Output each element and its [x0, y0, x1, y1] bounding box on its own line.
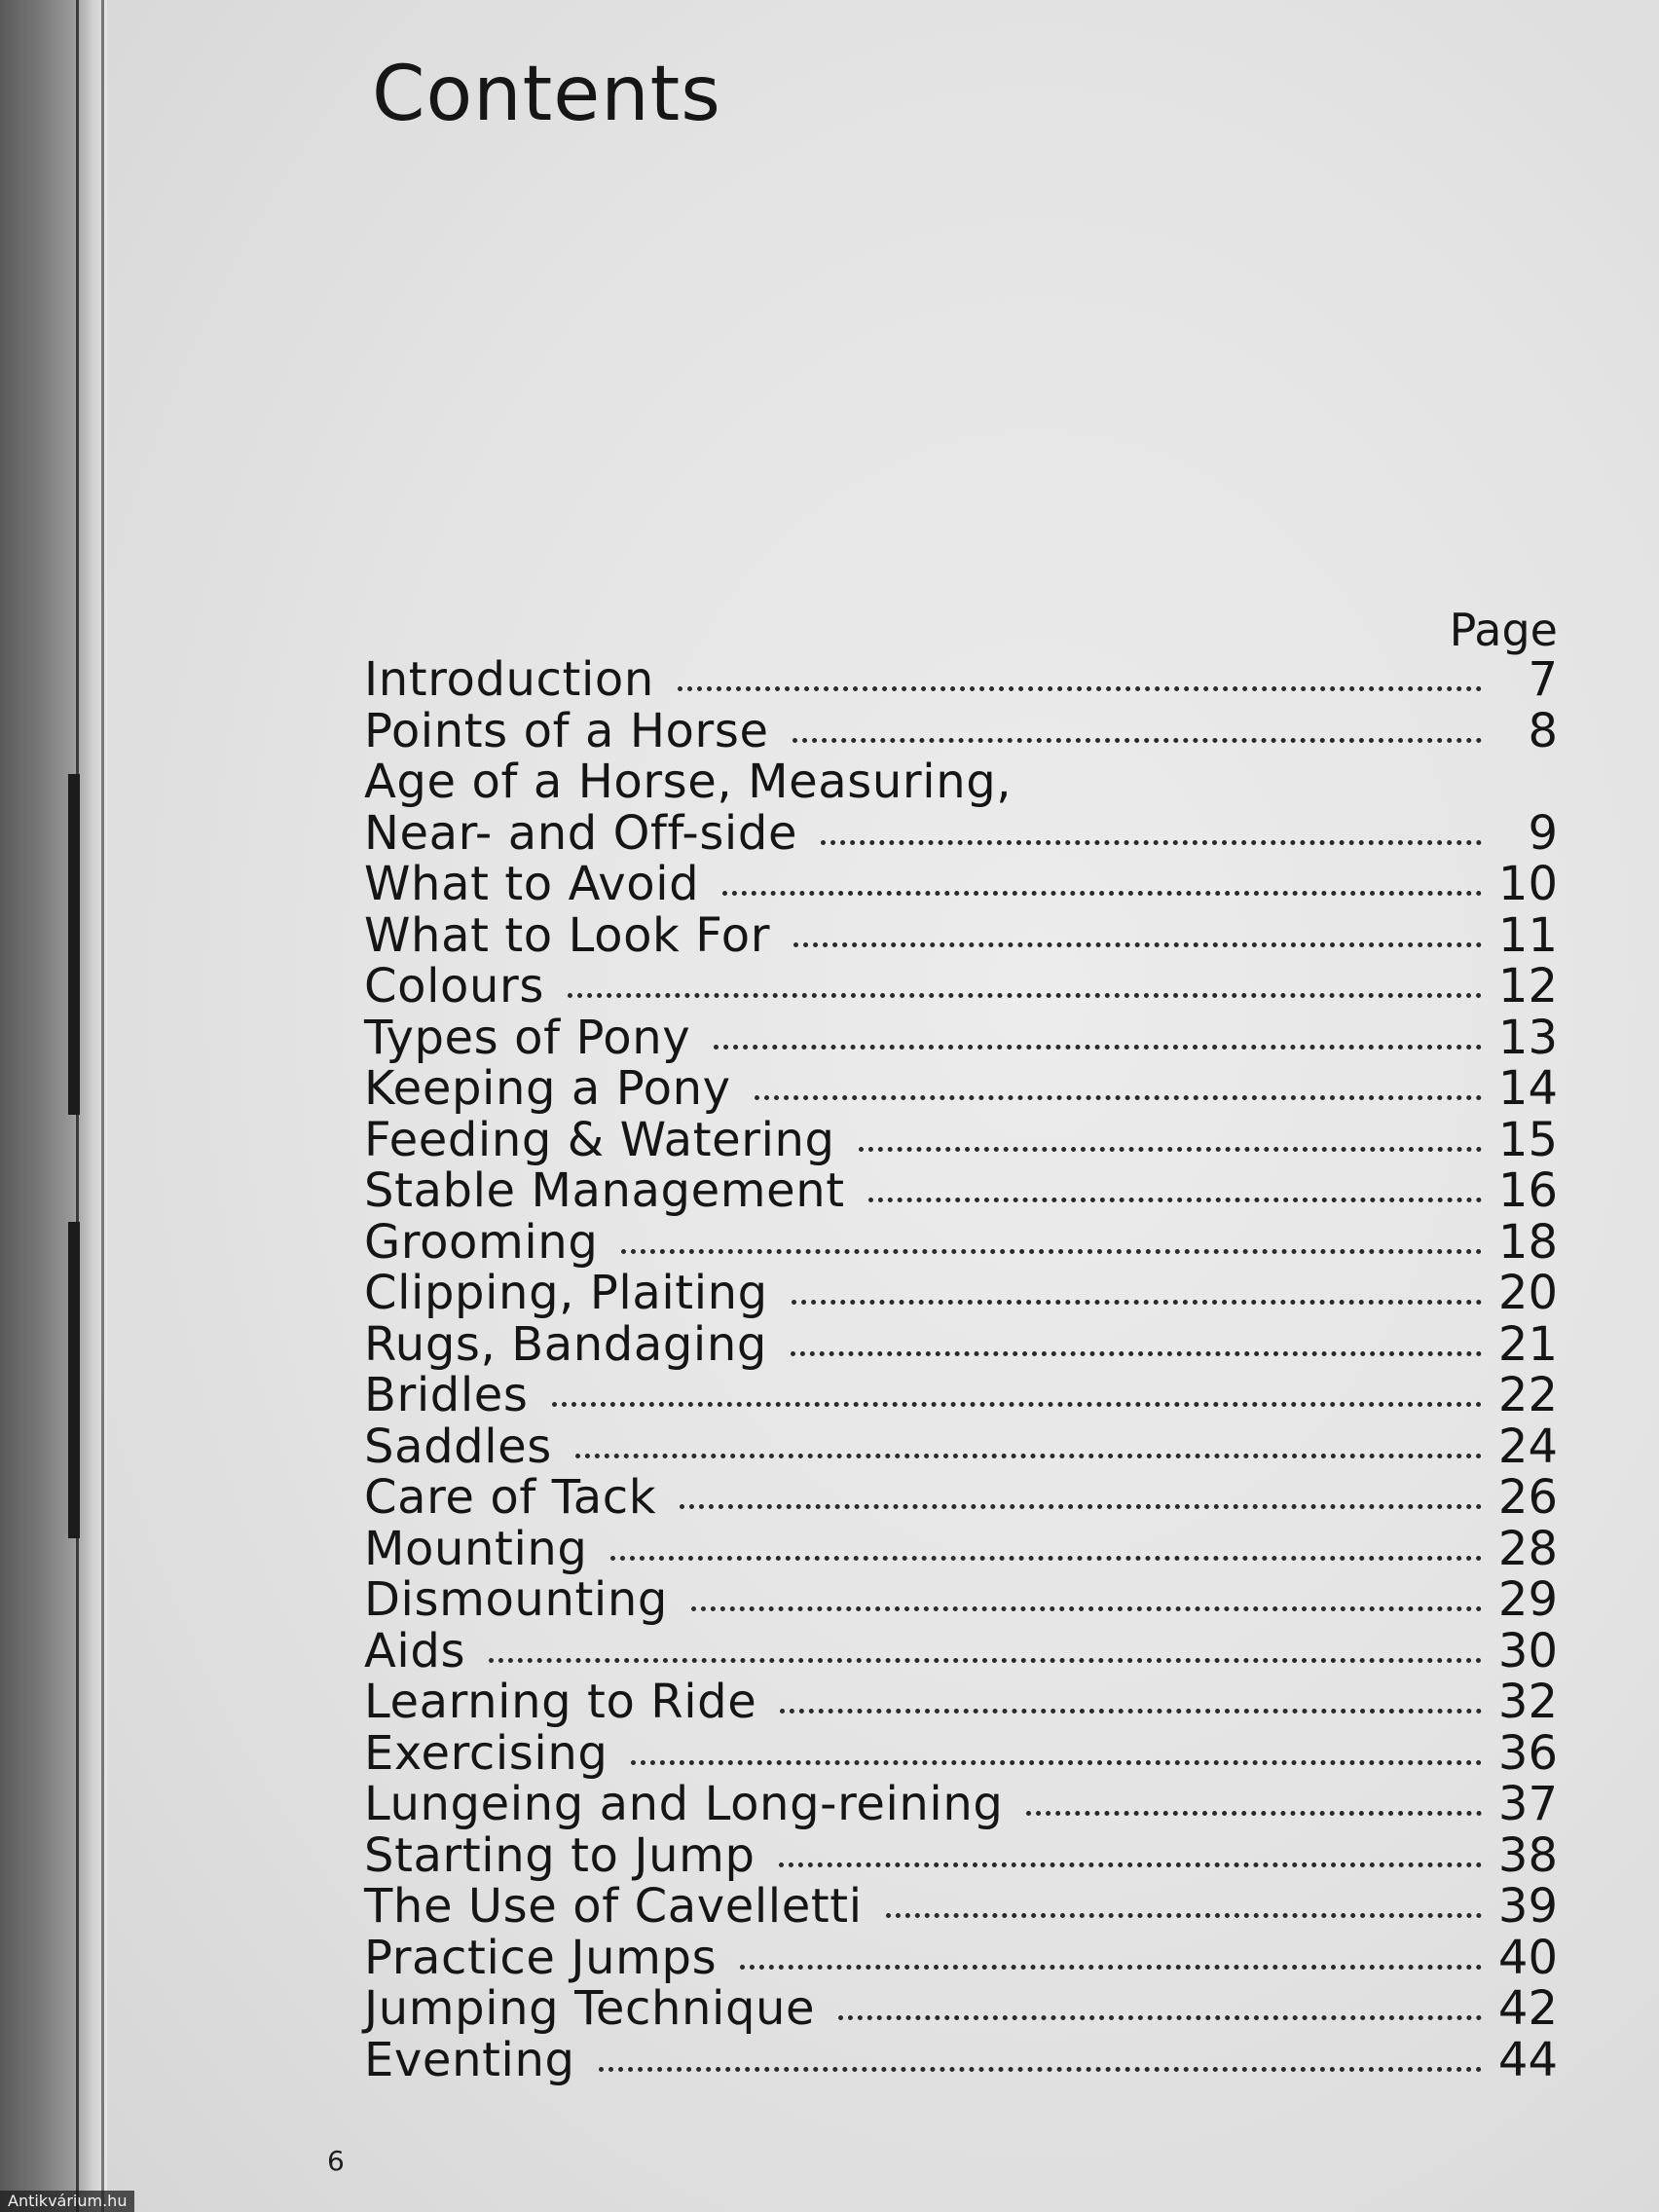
toc-entry-title: Mounting: [364, 1521, 588, 1576]
toc-entry-title: Feeding & Watering: [364, 1112, 835, 1167]
dot-leader: [791, 1351, 1482, 1356]
dot-leader: [599, 2067, 1482, 2072]
toc-page-number: 14: [1497, 1061, 1558, 1116]
toc-entry: [364, 1472, 1558, 1524]
toc-page-number: 9: [1528, 805, 1558, 861]
dot-leader: [838, 2015, 1482, 2020]
toc-entry-title: Saddles: [364, 1419, 552, 1474]
page-title: Contents: [372, 51, 721, 138]
toc-entry-title: Dismounting: [364, 1572, 668, 1627]
toc-page-number: 32: [1497, 1675, 1558, 1729]
dot-leader: [722, 891, 1482, 896]
toc-entry: [364, 1063, 1558, 1115]
dot-leader: [610, 1556, 1482, 1561]
toc-entry: [364, 1112, 1558, 1167]
toc-entry-title: Colours: [364, 959, 544, 1014]
toc-entry-title: Bridles: [364, 1368, 529, 1422]
dot-leader: [631, 1760, 1482, 1765]
toc-entry: [364, 1316, 1558, 1372]
dot-leader: [792, 1300, 1482, 1305]
toc-entry-title: Eventing: [364, 2032, 575, 2087]
toc-page-number: 24: [1497, 1419, 1558, 1474]
toc-page-number: 15: [1497, 1112, 1558, 1167]
toc-entry: [364, 1010, 1558, 1065]
toc-page-number: 26: [1497, 1470, 1558, 1525]
toc-page-number: 10: [1497, 857, 1558, 911]
toc-entry: [364, 1421, 1558, 1473]
toc-entry: [364, 805, 1558, 861]
toc-page-number: 8: [1528, 703, 1558, 758]
toc-entry: [364, 2032, 1558, 2087]
dot-leader: [859, 1147, 1482, 1152]
toc-entry: [364, 654, 1558, 706]
dot-leader: [1026, 1811, 1482, 1816]
page-number: 6: [327, 2145, 345, 2177]
toc-page-number: 38: [1497, 1827, 1558, 1883]
toc-page-number: 7: [1528, 652, 1558, 707]
toc-page-number: 30: [1497, 1623, 1558, 1678]
toc-page-number: 44: [1497, 2032, 1558, 2087]
toc-entry: [364, 1214, 1558, 1270]
toc-entry-title: What to Avoid: [364, 857, 700, 911]
toc-entry-title: Grooming: [364, 1214, 599, 1270]
toc-entry: [364, 1827, 1558, 1883]
spine-shadow: [68, 774, 80, 1115]
toc-page-number: 28: [1497, 1521, 1558, 1576]
page-column-header: Page: [1449, 604, 1558, 656]
toc-entry-title: What to Look For: [364, 907, 771, 963]
toc-entry-title: Near- and Off-side: [364, 805, 798, 861]
toc-page-number: 42: [1497, 1981, 1558, 2036]
toc-entry-title: Learning to Ride: [364, 1675, 757, 1729]
toc-entry: [364, 1370, 1558, 1421]
toc-entry-title: The Use of Cavelletti: [364, 1879, 863, 1934]
toc-entry-title: Aids: [364, 1623, 466, 1678]
toc-page-number: 29: [1497, 1572, 1558, 1627]
toc-entry-title: Age of a Horse, Measuring,: [364, 755, 1013, 809]
dot-leader: [868, 1198, 1482, 1202]
dot-leader: [568, 993, 1482, 998]
dot-leader: [691, 1606, 1482, 1611]
toc-entry-title: Jumping Technique: [364, 1981, 816, 2036]
toc-entry: [364, 703, 1558, 758]
dot-leader: [779, 1862, 1482, 1867]
toc-page-number: 16: [1497, 1163, 1558, 1218]
dot-leader: [755, 1095, 1482, 1100]
toc-entry: [364, 1983, 1558, 2035]
toc-entry-title: Starting to Jump: [364, 1827, 756, 1883]
toc-entry-title: Points of a Horse: [364, 703, 769, 758]
book-spine: [0, 0, 107, 2212]
toc-page-number: 36: [1497, 1725, 1558, 1781]
toc-entry: [364, 1930, 1558, 1985]
toc-entry-title: Introduction: [364, 652, 654, 707]
dot-leader: [793, 942, 1482, 947]
toc-entry-title: Practice Jumps: [364, 1930, 718, 1985]
toc-page-number: 40: [1497, 1930, 1558, 1985]
dot-leader: [780, 1709, 1482, 1714]
toc-page-number: 12: [1497, 959, 1558, 1014]
table-of-contents: [364, 654, 1558, 2085]
toc-page-number: 22: [1497, 1368, 1558, 1422]
toc-entry-title: Stable Management: [364, 1163, 845, 1218]
dot-leader: [680, 1504, 1482, 1509]
toc-page-number: 20: [1497, 1266, 1558, 1320]
toc-page-number: 37: [1497, 1777, 1558, 1831]
dot-leader: [793, 738, 1482, 743]
dot-leader: [821, 840, 1482, 845]
toc-entry: [364, 907, 1558, 963]
page-edge-line: [101, 0, 104, 2212]
toc-entry-title: Care of Tack: [364, 1470, 657, 1525]
toc-entry-title: Types of Pony: [364, 1010, 691, 1065]
dot-leader: [489, 1658, 1482, 1663]
toc-entry-title: Clipping, Plaiting: [364, 1266, 768, 1320]
toc-entry: [364, 756, 1558, 808]
toc-entry: [364, 1165, 1558, 1217]
toc-entry: [364, 859, 1558, 910]
toc-entry: [364, 1268, 1558, 1319]
toc-entry: [364, 1677, 1558, 1728]
toc-entry: [364, 961, 1558, 1013]
dot-leader: [740, 1965, 1482, 1970]
dot-leader: [886, 1913, 1482, 1918]
dot-leader: [678, 686, 1482, 691]
spine-shadow: [68, 1222, 80, 1538]
dot-leader: [714, 1045, 1482, 1050]
dot-leader: [621, 1249, 1482, 1254]
dot-leader: [575, 1454, 1482, 1458]
contents-page: [107, 0, 1659, 2212]
toc-entry: [364, 1779, 1558, 1830]
toc-entry-title: Lungeing and Long-reining: [364, 1777, 1004, 1831]
dot-leader: [552, 1402, 1482, 1407]
watermark: Antikvárium.hu: [0, 2191, 134, 2212]
toc-entry: [364, 1574, 1558, 1626]
toc-page-number: 13: [1497, 1010, 1558, 1065]
toc-page-number: 39: [1497, 1879, 1558, 1934]
toc-page-number: 11: [1497, 907, 1558, 963]
toc-entry-title: Keeping a Pony: [364, 1061, 731, 1116]
toc-entry: [364, 1725, 1558, 1781]
toc-entry: [364, 1521, 1558, 1576]
toc-entry-title: Rugs, Bandaging: [364, 1316, 767, 1372]
toc-entry: [364, 1623, 1558, 1678]
toc-page-number: 21: [1497, 1316, 1558, 1372]
toc-page-number: 18: [1497, 1214, 1558, 1270]
toc-entry-title: Exercising: [364, 1725, 608, 1781]
toc-entry: [364, 1881, 1558, 1933]
